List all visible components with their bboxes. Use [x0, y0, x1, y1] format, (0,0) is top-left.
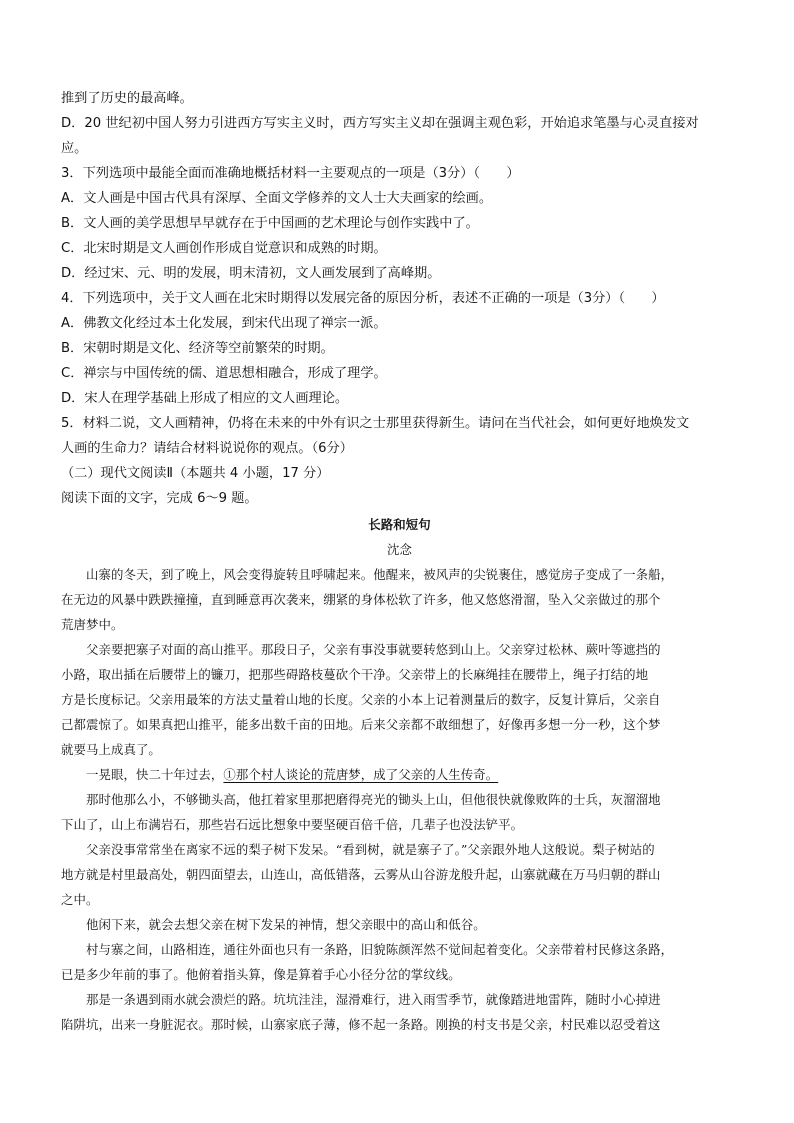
underlined-sentence-1: ①那个村人谈论的荒唐梦，成了父亲的人生传奇。	[223, 767, 499, 782]
section-heading: （二）现代文阅读Ⅱ（本题共 4 小题，17 分）	[61, 466, 330, 481]
option-c: C．禅宗与中国传统的儒、道思想相融合，形成了理学。	[61, 366, 387, 381]
story-line: 父亲要把寨子对面的高山推平。那段日子，父亲有事没事就要转悠到山上。父亲穿过松林、蕨叶等遮挡的	[86, 642, 661, 657]
option-d: D．宋人在理学基础上形成了相应的文人画理论。	[61, 391, 349, 406]
option-a: A．佛教文化经过本土化发展，到宋代出现了禅宗一派。	[61, 316, 387, 331]
story-line: 村与寨之间，山路相连，通往外面也只有一条路，旧貌陈颜浑然不觉间起着变化。父亲带着村民修这条路，	[86, 942, 674, 957]
story-line: 山寨的冬天，到了晚上，风会变得旋转且呼啸起来。他醒来，被风声的尖锐裹住，感觉房子变成了一条船，	[86, 567, 674, 582]
story-line: 就要马上成真了。	[61, 742, 161, 757]
story-line: 地方就是村里最高处，朝四面望去，山连山，高低错落，云雾从山谷游龙般升起，山寨就藏在万马归朝的群山	[61, 867, 661, 882]
story-line: 他闲下来，就会去想父亲在树下发呆的神情，想父亲眼中的高山和低谷。	[86, 917, 486, 932]
text-line: 人画的生命力？请结合材料说说你的观点。（6分）	[61, 441, 353, 456]
story-author: 沈念	[387, 542, 412, 557]
story-line: 方是长度标记。父亲用最笨的方法丈量着山地的长度。父亲的小本上记着测量后的数字，反复计算后，父亲自	[61, 692, 661, 707]
text-line: 应。	[61, 141, 88, 156]
question-5: 5．材料二说，文人画精神，仍将在未来的中外有识之士那里获得新生。请问在当代社会，如何更好地焕发文	[61, 416, 690, 431]
question-3: 3．下列选项中最能全面而准确地概括材料一主要观点的一项是（3分）（ ）	[61, 166, 520, 181]
story-line: 那时他那么小，不够锄头高，他扛着家里那把磨得亮光的锄头上山，但他很快就像败阵的士兵，灰溜溜地	[86, 792, 661, 807]
story-title: 长路和短句	[368, 517, 431, 532]
story-line: 下山了，山上布满岩石，那些岩石远比想象中要坚硬百倍千倍，几辈子也没法铲平。	[61, 817, 524, 832]
story-line: 在无边的风暴中跌跌撞撞，直到睡意再次袭来，绷紧的身体松软了许多，他又悠悠滑溜，坠入父亲做过的那个	[61, 592, 661, 607]
story-line: 己都震惊了。如果真把山推平，能多出数千亩的田地。后来父亲都不敢细想了，好像再多想一分一秒，这个梦	[61, 717, 661, 732]
option-d: D．20 世纪初中国人努力引进西方写实主义时，西方写实主义却在强调主观色彩，开始追求笔墨与心灵直接对	[61, 116, 699, 131]
text-line: 推到了历史的最高峰。	[61, 91, 193, 106]
option-a: A．文人画是中国古代具有深厚、全面文学修养的文人士大夫画家的绘画。	[61, 191, 493, 206]
story-text: 一晃眼，快二十年过去，	[86, 767, 224, 782]
story-line: 父亲没事常常坐在离家不远的梨子树下发呆。“看到树，就是寨子了。”父亲跟外地人这般说。梨子树站的	[86, 842, 655, 857]
story-line: 之中。	[61, 892, 99, 907]
question-4: 4．下列选项中，关于文人画在北宋时期得以发展完备的原因分析，表述不正确的一项是（3分）（ ）	[61, 291, 665, 306]
option-c: C．北宋时期是文人画创作形成自觉意识和成熟的时期。	[61, 241, 387, 256]
option-b: B．文人画的美学思想早早就存在于中国画的艺术理论与创作实践中了。	[61, 216, 479, 231]
story-line	[61, 763, 738, 788]
instruction: 阅读下面的文字，完成 6～9 题。	[61, 491, 258, 506]
story-line: 陷阱坑，出来一身脏泥衣。那时候，山寨家底子薄，修不起一条路。刚换的村支书是父亲，村民难以忍受着这	[61, 1017, 661, 1032]
story-line: 小路，取出插在后腰带上的镰刀，把那些碍路枝蔓砍个干净。父亲带上的长麻绳挂在腰带上，绳子打结的地	[61, 667, 649, 682]
option-d: D．经过宋、元、明的发展，明末清初，文人画发展到了高峰期。	[61, 266, 441, 281]
story-line: 已是多少年前的事了。他俯着指头算，像是算着手心小径分岔的掌纹线。	[61, 967, 461, 982]
option-b: B．宋朝时期是文化、经济等空前繁荣的时期。	[61, 341, 334, 356]
story-line: 荒唐梦中。	[61, 617, 124, 632]
story-line: 那是一条遇到雨水就会溃烂的路。坑坑洼洼，湿滑难行，进入雨雪季节，就像踏进地雷阵，随时小心掉进	[86, 992, 661, 1007]
